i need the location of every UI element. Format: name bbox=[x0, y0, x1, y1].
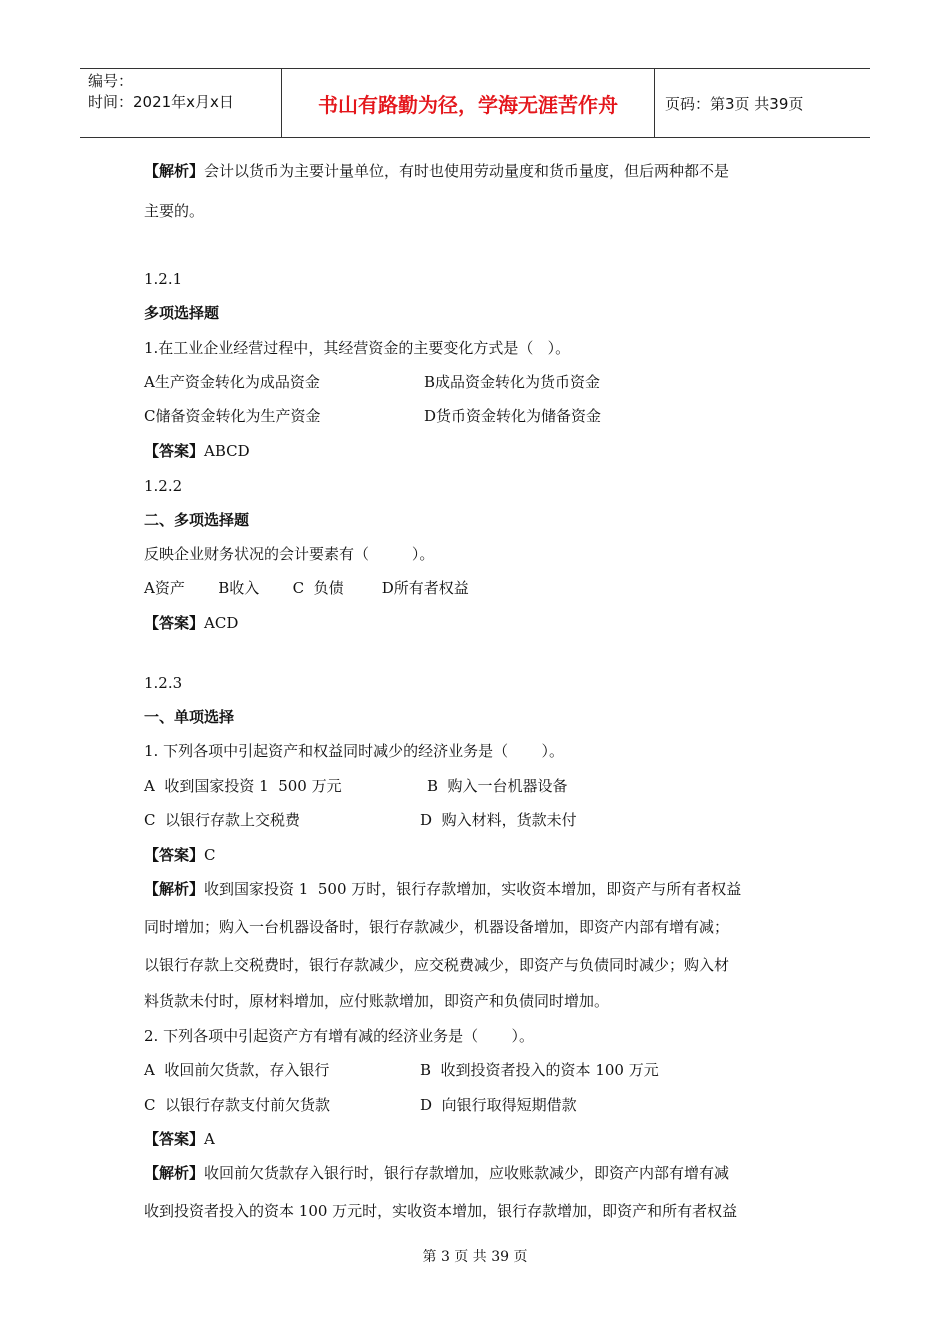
option-row bbox=[144, 776, 568, 796]
analysis-line bbox=[144, 161, 729, 181]
option-row bbox=[144, 1060, 659, 1080]
option-row bbox=[144, 406, 602, 426]
header-divider bbox=[654, 69, 655, 137]
question-text: 反映企业财务状况的会计要素有（ ）。 bbox=[144, 545, 435, 563]
number-label: 编号： bbox=[88, 72, 134, 90]
option-d: D 向银行取得短期借款 bbox=[420, 1096, 577, 1114]
option-a: A 收到国家投资 1 500 万元 bbox=[144, 777, 342, 795]
page-footer: 第 3 页 共 39 页 bbox=[422, 1249, 528, 1265]
question-type: 一、单项选择 bbox=[144, 708, 235, 726]
answer-value: ABCD bbox=[204, 442, 250, 460]
option-a: A 收回前欠货款，存入银行 bbox=[144, 1061, 330, 1079]
analysis-line: 收到投资者投入的资本 100 万元时，实收资本增加，银行存款增加，即资产和所有者权益 bbox=[144, 1202, 738, 1220]
page-header bbox=[80, 68, 870, 138]
analysis-line: 以银行存款上交税费时，银行存款减少，应交税费减少，即资产与负债同时减少；购入材 bbox=[144, 956, 730, 974]
option-b: B成品资金转化为货币资金 bbox=[424, 373, 601, 391]
option-a: A生产资金转化为成品资金 bbox=[144, 373, 320, 391]
answer-value: A bbox=[204, 1130, 215, 1148]
analysis-text: 收回前欠货款存入银行时，银行存款增加，应收账款减少，即资产内部有增有减 bbox=[204, 1164, 730, 1182]
option-row bbox=[144, 1095, 577, 1115]
analysis-line: 同时增加；购入一台机器设备时，银行存款减少，机器设备增加，即资产内部有增有减； bbox=[144, 918, 730, 936]
answer-value: ACD bbox=[204, 614, 239, 632]
option-b: B 购入一台机器设备 bbox=[427, 777, 568, 795]
question-type: 二、多项选择题 bbox=[144, 511, 250, 529]
answer-line bbox=[144, 1129, 215, 1149]
option-d: D 购入材料，货款未付 bbox=[420, 811, 577, 829]
analysis-line bbox=[144, 1163, 729, 1183]
section-number: 1.2.3 bbox=[144, 674, 183, 692]
option-row bbox=[144, 372, 601, 392]
section-number: 1.2.1 bbox=[144, 270, 183, 288]
answer-tag: 【答案】 bbox=[144, 614, 205, 632]
answer-tag: 【答案】 bbox=[144, 1130, 205, 1148]
answer-value: C bbox=[204, 846, 216, 864]
option-d: D货币资金转化为储备资金 bbox=[424, 407, 602, 425]
analysis-tag: 【解析】 bbox=[144, 162, 205, 180]
answer-tag: 【答案】 bbox=[144, 442, 205, 460]
answer-line bbox=[144, 613, 238, 633]
section-number: 1.2.2 bbox=[144, 477, 183, 495]
header-motto: 书山有路勤为径，学海无涯苦作舟 bbox=[318, 93, 618, 117]
option-b: B 收到投资者投入的资本 100 万元 bbox=[420, 1061, 659, 1079]
analysis-tag: 【解析】 bbox=[144, 1164, 205, 1182]
analysis-tag: 【解析】 bbox=[144, 880, 205, 898]
question-type: 多项选择题 bbox=[144, 304, 220, 322]
question-text: 2. 下列各项中引起资产方有增有减的经济业务是（ ）。 bbox=[144, 1027, 534, 1045]
option-c: C储备资金转化为生产资金 bbox=[144, 407, 321, 425]
time-label: 时间：2021年x月x日 bbox=[88, 93, 234, 111]
question-text: 1. 下列各项中引起资产和权益同时减少的经济业务是（ ）。 bbox=[144, 742, 564, 760]
option-c: C 以银行存款支付前欠货款 bbox=[144, 1096, 331, 1114]
analysis-line: 主要的。 bbox=[144, 202, 205, 220]
answer-line bbox=[144, 845, 216, 865]
analysis-text: 会计以货币为主要计量单位，有时也使用劳动量度和货币量度，但后两种都不是 bbox=[204, 162, 730, 180]
option-c: C 以银行存款上交税费 bbox=[144, 811, 301, 829]
question-text: 1.在工业企业经营过程中，其经营资金的主要变化方式是（ ）。 bbox=[144, 339, 571, 357]
analysis-line: 料货款未付时，原材料增加，应付账款增加，即资产和负债同时增加。 bbox=[144, 992, 610, 1010]
analysis-line bbox=[144, 879, 741, 899]
analysis-text: 收到国家投资 1 500 万时，银行存款增加，实收资本增加，即资产与所有者权益 bbox=[204, 880, 742, 898]
answer-line bbox=[144, 441, 250, 461]
header-meta bbox=[88, 71, 234, 113]
header-page-info: 页码：第3页 共39页 bbox=[665, 95, 804, 113]
option-row: A资产 B收入 C 负债 D所有者权益 bbox=[144, 579, 469, 597]
answer-tag: 【答案】 bbox=[144, 846, 205, 864]
option-row bbox=[144, 810, 577, 830]
